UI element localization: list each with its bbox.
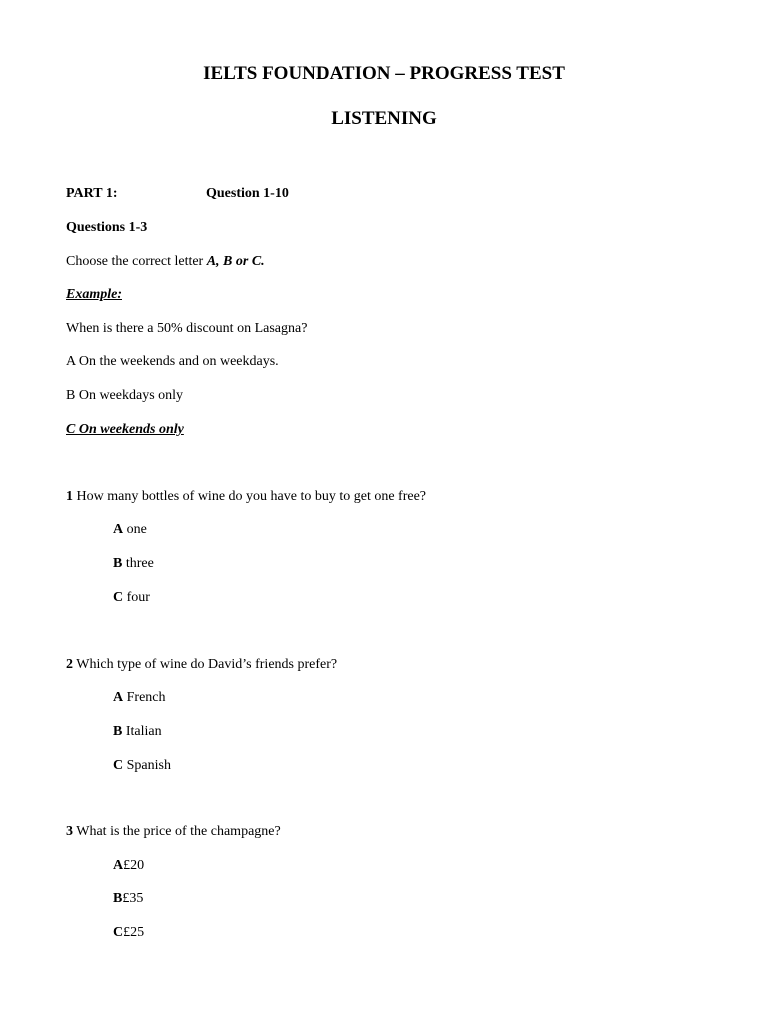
question-number: 1: [66, 489, 73, 504]
document-subtitle: LISTENING: [331, 108, 437, 129]
question-2-option-a: [113, 689, 166, 707]
question-number: 2: [66, 657, 73, 672]
question-number: 3: [66, 824, 73, 839]
question-3: [66, 823, 281, 841]
option-letter: A: [113, 522, 124, 537]
question-3-option-a: [113, 857, 144, 875]
example-option-b: B On weekdays only: [66, 388, 184, 403]
instruction-letters: A, B or C.: [206, 254, 265, 269]
instruction-prefix: Choose the correct letter: [66, 254, 207, 269]
question-2-option-c: [113, 757, 171, 775]
option-text: £25: [123, 925, 145, 940]
question-text: How many bottles of wine do you have to buy to get one free?: [76, 489, 427, 504]
example-answer: C On weekends only: [66, 422, 184, 437]
question-1-option-a: [113, 521, 147, 539]
example-label: Example:: [66, 287, 122, 302]
instruction: [66, 253, 265, 271]
question-1: [66, 488, 426, 506]
option-letter: B: [113, 724, 123, 739]
option-text: Italian: [125, 724, 162, 739]
option-letter: C: [113, 925, 124, 940]
option-text: £20: [123, 858, 145, 873]
option-letter: C: [113, 590, 124, 605]
part-range: Question 1-10: [206, 186, 289, 201]
question-1-option-c: [113, 589, 150, 607]
question-1-option-b: [113, 555, 154, 573]
document-title: IELTS FOUNDATION – PROGRESS TEST: [203, 63, 565, 84]
question-text: Which type of wine do David’s friends prefer?: [76, 657, 338, 672]
option-letter: A: [113, 858, 124, 873]
part-label: PART 1:: [66, 186, 118, 201]
option-text: one: [126, 522, 147, 537]
option-text: £35: [122, 891, 144, 906]
question-text: What is the price of the champagne?: [76, 824, 281, 839]
question-2: [66, 656, 337, 674]
example-option-a: A On the weekends and on weekdays.: [66, 354, 279, 369]
option-text: three: [125, 556, 154, 571]
section-heading: Questions 1-3: [66, 220, 148, 235]
option-letter: B: [113, 556, 123, 571]
option-letter: A: [113, 690, 124, 705]
option-text: French: [126, 690, 166, 705]
option-letter: C: [113, 758, 124, 773]
part-heading: [66, 185, 289, 203]
option-text: Spanish: [126, 758, 171, 773]
option-text: four: [126, 590, 150, 605]
option-letter: B: [113, 891, 123, 906]
question-2-option-b: [113, 723, 162, 741]
question-3-option-b: [113, 890, 143, 908]
question-3-option-c: [113, 924, 144, 942]
example-question: When is there a 50% discount on Lasagna?: [66, 321, 308, 336]
